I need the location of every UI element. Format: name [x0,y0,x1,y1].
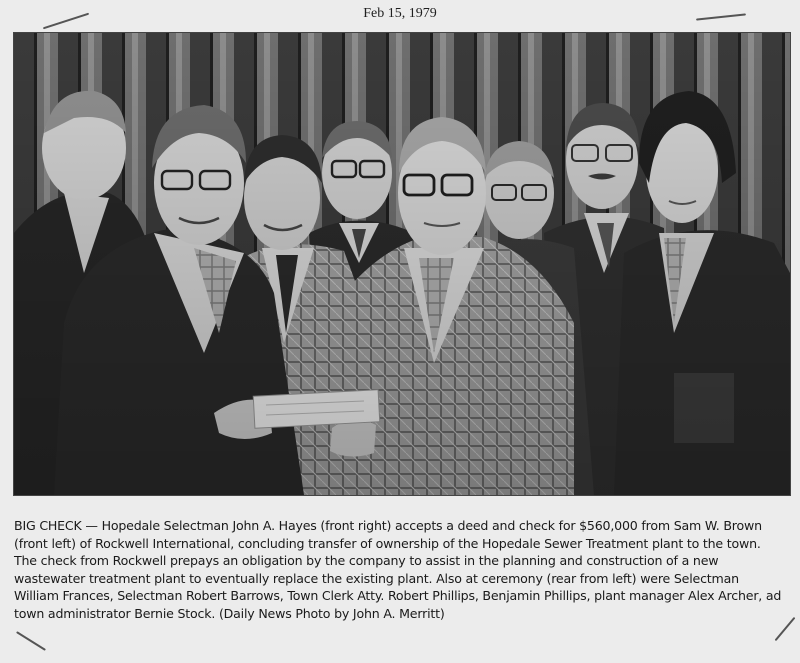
clipping-date: Feb 15, 1979 [363,6,437,21]
news-photo [13,32,791,496]
group-portrait-illustration [14,33,790,495]
staple-mark [16,631,46,651]
photo-caption: BIG CHECK — Hopedale Selectman John A. Hayes (front right) accepts a deed and check for $560,000 from Sam W. Brown (front left) of Rockwell International, concluding transfer of ownership of the Hopedale Sewer Treatment plant to the town. The check from Rockwell prepays an obligation by the company to assist in the planning and construction of a new wastewater treatment plant to eventually replace the existing plant. Also at ceremony (rear from left) were Selectman William Frances, Selectman Robert Barrows, Town Clerk Atty. Robert Phillips, Benjamin Phillips, plant manager Alex Archer, ad town administrator Bernie Stock. (Daily News Photo by John A. Merritt) [14,518,782,621]
